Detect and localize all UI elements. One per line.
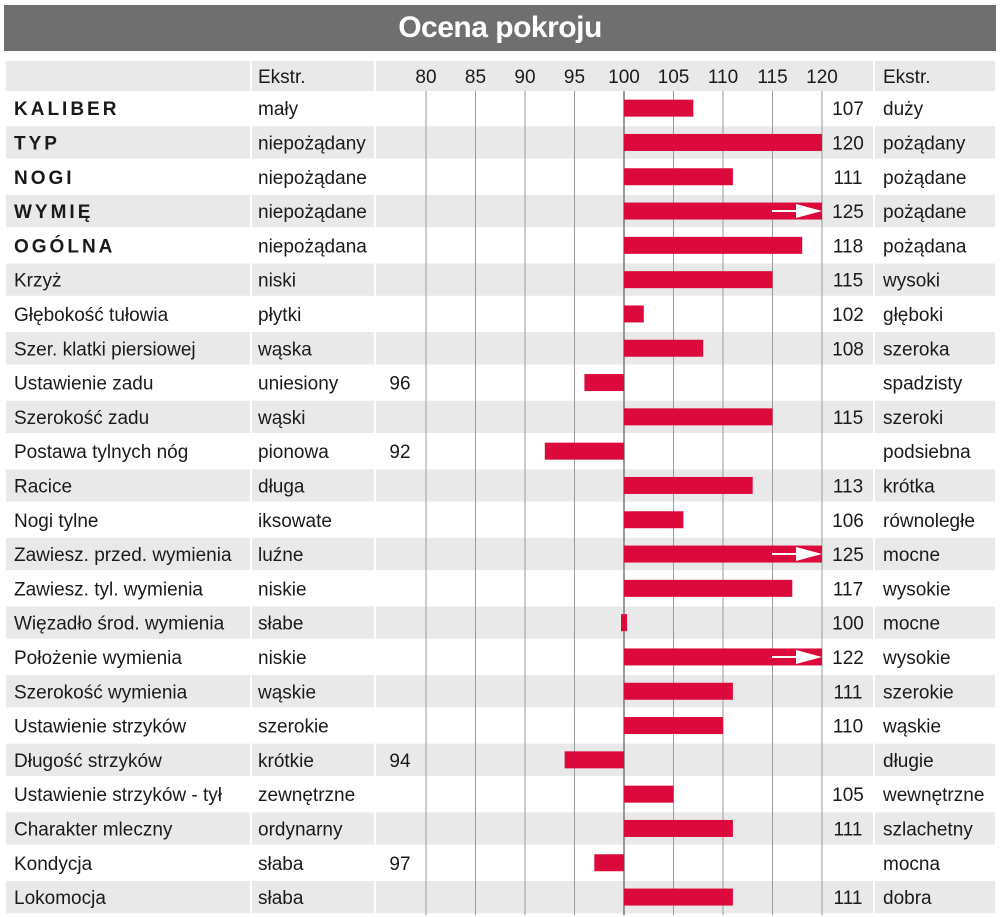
- value-label: 125: [832, 545, 864, 567]
- value-label: 111: [833, 682, 863, 704]
- low-extreme-label: niepożądane: [258, 202, 367, 224]
- trait-name: Szerokość zadu: [14, 407, 150, 429]
- value-label: 120: [832, 133, 864, 155]
- value-label: 108: [832, 339, 864, 361]
- high-extreme-label: wysokie: [883, 579, 951, 601]
- trait-name: NOGI: [14, 167, 75, 189]
- value-label: 111: [833, 819, 863, 841]
- high-extreme-label: głęboki: [883, 304, 944, 326]
- high-extreme-label: pożądana: [883, 236, 967, 258]
- trait-name: Charakter mleczny: [14, 819, 173, 841]
- high-extreme-label: szerokie: [883, 682, 954, 704]
- trait-name: KALIBER: [14, 99, 120, 121]
- low-extreme-label: wąska: [258, 339, 312, 361]
- trait-name: Zawiesz. tyl. wymienia: [14, 579, 203, 601]
- trait-name: Kondycja: [14, 853, 93, 875]
- trait-name: Krzyż: [14, 270, 62, 292]
- value-label: 96: [389, 373, 411, 395]
- low-extreme-label: mały: [258, 99, 299, 121]
- trait-name: Postawa tylnych nóg: [14, 442, 189, 464]
- trait-name: Położenie wymienia: [14, 647, 182, 669]
- bar: [624, 889, 733, 906]
- trait-name: Ustawienie zadu: [14, 373, 154, 395]
- value-label: 107: [832, 99, 864, 121]
- high-extreme-label: szlachetny: [883, 819, 973, 841]
- high-extreme-label: szeroka: [883, 339, 950, 361]
- trait-name: Racice: [14, 476, 73, 498]
- x-tick-label: 90: [514, 67, 536, 88]
- bar: [624, 580, 792, 597]
- high-extreme-label: mocna: [883, 853, 941, 875]
- bar: [584, 374, 624, 391]
- bar: [624, 237, 802, 254]
- low-extreme-label: niski: [258, 270, 297, 292]
- high-extreme-label: równoległe: [883, 510, 975, 532]
- high-extreme-label: podsiebna: [883, 442, 971, 464]
- low-extreme-label: ordynarny: [258, 819, 343, 841]
- bar: [624, 408, 773, 425]
- low-extreme-label: pionowa: [258, 442, 329, 464]
- high-extreme-label: wysokie: [883, 647, 951, 669]
- value-label: 113: [832, 476, 864, 498]
- x-tick-label: 105: [657, 67, 690, 88]
- low-extreme-label: słaba: [258, 853, 304, 875]
- high-extreme-label: wąskie: [883, 716, 942, 738]
- bar: [624, 100, 693, 117]
- value-label: 125: [832, 202, 864, 224]
- low-extreme-label: zewnętrzne: [258, 785, 356, 807]
- high-extreme-label: mocne: [883, 613, 941, 635]
- high-extreme-label: krótka: [883, 476, 935, 498]
- low-extreme-label: długa: [258, 476, 305, 498]
- high-extreme-label: dobra: [883, 888, 932, 910]
- header-cell: [6, 61, 250, 91]
- trait-name: Nogi tylne: [14, 510, 99, 532]
- bar: [624, 820, 733, 837]
- x-tick-label: 115: [757, 67, 788, 88]
- trait-name: WYMIĘ: [14, 202, 94, 224]
- low-extreme-label: niepożądana: [258, 236, 367, 258]
- bar: [624, 134, 822, 151]
- value-label: 102: [832, 304, 864, 326]
- low-extreme-label: wąskie: [258, 682, 317, 704]
- x-tick-label: 95: [563, 67, 586, 88]
- high-extreme-label: pożądany: [883, 133, 966, 155]
- bar: [624, 340, 703, 357]
- trait-name: Lokomocja: [14, 888, 106, 910]
- header-left-extreme: Ekstr.: [258, 67, 306, 88]
- x-tick-label: 120: [806, 67, 838, 88]
- chart-title: Ocena pokroju: [4, 5, 996, 51]
- high-extreme-label: długie: [883, 750, 934, 772]
- high-extreme-label: pożądane: [883, 202, 967, 224]
- value-label: 105: [832, 785, 864, 807]
- low-extreme-label: wąski: [258, 407, 306, 429]
- bar: [621, 614, 627, 631]
- value-label: 115: [832, 270, 864, 292]
- trait-name: Szerokość wymienia: [14, 682, 188, 704]
- bar: [624, 477, 753, 494]
- trait-name: OGÓLNA: [14, 236, 116, 258]
- value-label: 92: [389, 442, 411, 464]
- low-extreme-label: niepożądane: [258, 167, 367, 189]
- x-tick-label: 80: [415, 67, 437, 88]
- low-extreme-label: słabe: [258, 613, 304, 635]
- low-extreme-label: niskie: [258, 647, 307, 669]
- low-extreme-label: płytki: [258, 304, 302, 326]
- bar: [624, 683, 733, 700]
- low-extreme-label: niepożądany: [258, 133, 366, 155]
- high-extreme-label: pożądane: [883, 167, 967, 189]
- x-tick-label: 100: [608, 67, 640, 88]
- bar: [624, 511, 683, 528]
- value-label: 117: [832, 579, 864, 601]
- trait-name: TYP: [14, 133, 60, 155]
- high-extreme-label: mocne: [883, 545, 941, 567]
- value-label: 106: [832, 510, 864, 532]
- bar: [624, 305, 644, 322]
- high-extreme-label: szeroki: [883, 407, 944, 429]
- value-label: 110: [832, 716, 864, 738]
- bar: [545, 443, 624, 460]
- bar: [624, 717, 723, 734]
- value-label: 118: [832, 236, 864, 258]
- value-label: 111: [833, 888, 863, 910]
- high-extreme-label: spadzisty: [883, 373, 963, 395]
- high-extreme-label: duży: [883, 99, 924, 121]
- bar: [565, 751, 624, 768]
- bar: [624, 271, 773, 288]
- high-extreme-label: wewnętrzne: [883, 785, 985, 807]
- trait-name: Szer. klatki piersiowej: [14, 339, 196, 361]
- trait-name: Zawiesz. przed. wymienia: [14, 545, 232, 567]
- trait-name: Długość strzyków: [14, 750, 162, 772]
- bar: [624, 168, 733, 185]
- bar: [624, 786, 674, 803]
- value-label: 115: [832, 407, 864, 429]
- header-right-extreme: Ekstr.: [883, 67, 931, 88]
- low-extreme-label: uniesiony: [258, 373, 339, 395]
- low-extreme-label: słaba: [258, 888, 304, 910]
- trait-name: Ustawienie strzyków: [14, 716, 187, 738]
- trait-name: Więzadło środ. wymienia: [14, 613, 225, 635]
- x-tick-label: 110: [707, 67, 739, 88]
- low-extreme-label: luźne: [258, 545, 304, 567]
- value-label: 97: [389, 853, 411, 875]
- value-label: 111: [833, 167, 863, 189]
- value-label: 94: [389, 750, 411, 772]
- x-tick-label: 85: [464, 67, 487, 88]
- trait-name: Ustawienie strzyków - tył: [14, 785, 222, 807]
- trait-name: Głębokość tułowia: [14, 304, 169, 326]
- low-extreme-label: krótkie: [258, 750, 314, 772]
- value-label: 100: [832, 613, 864, 635]
- high-extreme-label: wysoki: [883, 270, 941, 292]
- low-extreme-label: szerokie: [258, 716, 329, 738]
- low-extreme-label: niskie: [258, 579, 307, 601]
- bar: [594, 854, 624, 871]
- value-label: 122: [832, 647, 864, 669]
- low-extreme-label: iksowate: [258, 510, 332, 532]
